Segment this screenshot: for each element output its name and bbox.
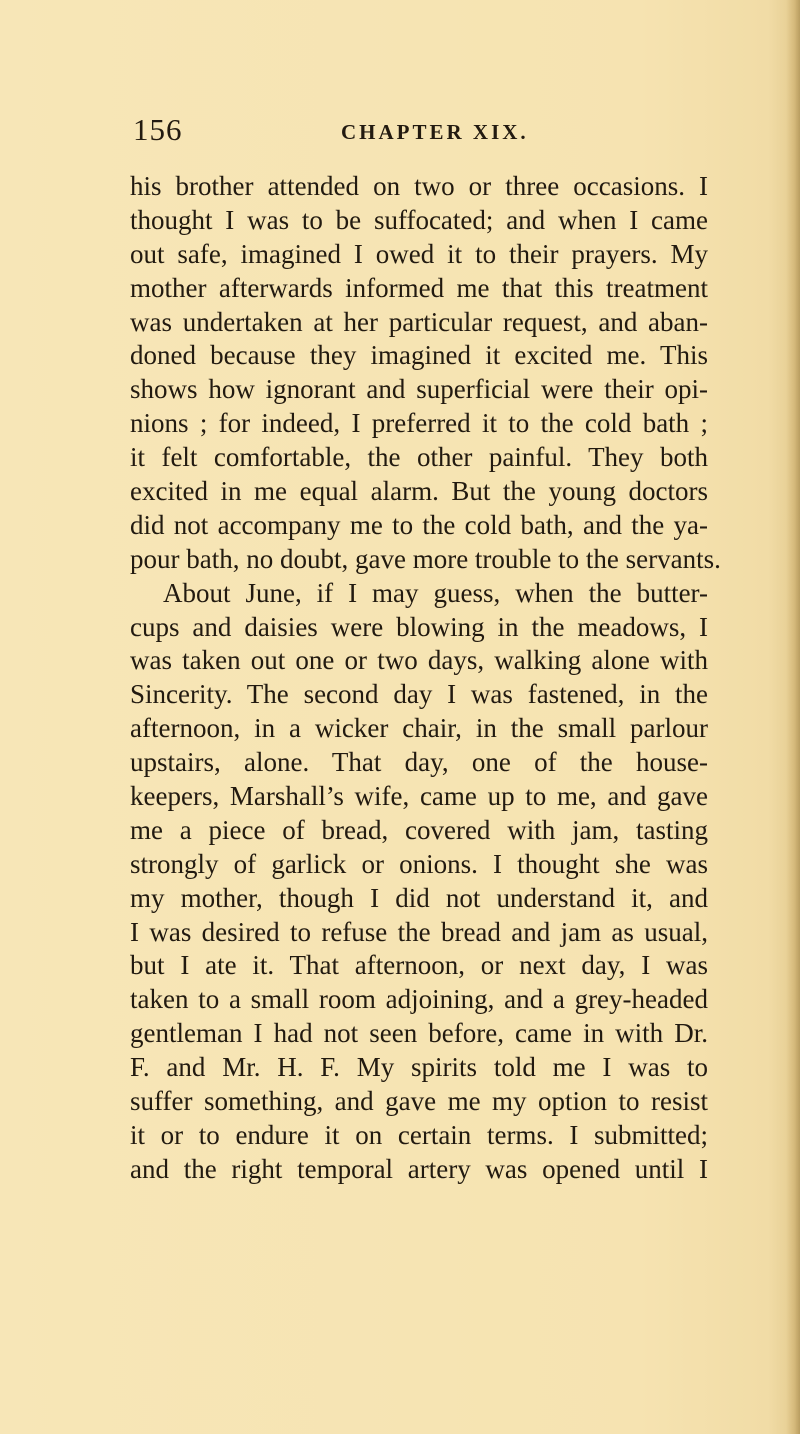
- text-line: doned because they imagined it excited me. This: [130, 340, 708, 371]
- page-number: 156: [133, 112, 183, 147]
- text-line: mother afterwards informed me that this treatment: [130, 272, 708, 303]
- text-line: nions ; for indeed, I preferred it to the cold bath ;: [130, 408, 708, 439]
- text-line: upstairs, alone. That day, one of the house-: [130, 747, 708, 778]
- text-line: and the right temporal artery was opened until I: [130, 1153, 708, 1184]
- text-line: his brother attended on two or three occasions. I: [130, 171, 708, 201]
- text-line: was taken out one or two days, walking alone with: [130, 645, 708, 676]
- text-line: was undertaken at her particular request, and aban-: [130, 306, 708, 337]
- text-line: pour bath, no doubt, gave more trouble to the servants.: [130, 543, 721, 574]
- text-line: F. and Mr. H. F. My spirits told me I was to: [130, 1052, 708, 1083]
- running-head: CHAPTER XIX.: [341, 120, 529, 144]
- text-line: it felt comfortable, the other painful. They both: [130, 442, 708, 473]
- text-line: I was desired to refuse the bread and jam as usual,: [130, 916, 708, 947]
- text-line: shows how ignorant and superficial were their opi-: [130, 374, 708, 405]
- page-edge-shadow: [786, 0, 800, 1434]
- text-line: Sincerity. The second day I was fastened, in the: [130, 679, 708, 710]
- text-line: cups and daisies were blowing in the meadows, I: [130, 611, 708, 642]
- text-line: suffer something, and gave me my option to resist: [130, 1086, 708, 1117]
- text-line: but I ate it. That afternoon, or next day, I was: [130, 950, 708, 981]
- text-line: taken to a small room adjoining, and a grey-headed: [130, 984, 708, 1015]
- text-line: me a piece of bread, covered with jam, tasting: [130, 814, 708, 845]
- text-line: gentleman I had not seen before, came in with Dr.: [130, 1018, 708, 1049]
- text-line: did not accompany me to the cold bath, and the ya-: [130, 509, 708, 540]
- page-header: [133, 112, 693, 152]
- body-text: [130, 170, 721, 1187]
- text-line: strongly of garlick or onions. I thought she was: [130, 848, 708, 879]
- text-line: excited in me equal alarm. But the young doctors: [130, 476, 708, 507]
- text-line: keepers, Marshall’s wife, came up to me, and gave: [130, 781, 708, 812]
- text-line: my mother, though I did not understand it, and: [130, 882, 708, 913]
- text-line: thought I was to be suffocated; and when I came: [130, 204, 708, 235]
- text-line: About June, if I may guess, when the butter-: [163, 577, 708, 608]
- text-line: afternoon, in a wicker chair, in the small parlour: [130, 713, 708, 744]
- text-line: out safe, imagined I owed it to their prayers. My: [130, 238, 708, 269]
- text-line: it or to endure it on certain terms. I submitted;: [130, 1119, 708, 1150]
